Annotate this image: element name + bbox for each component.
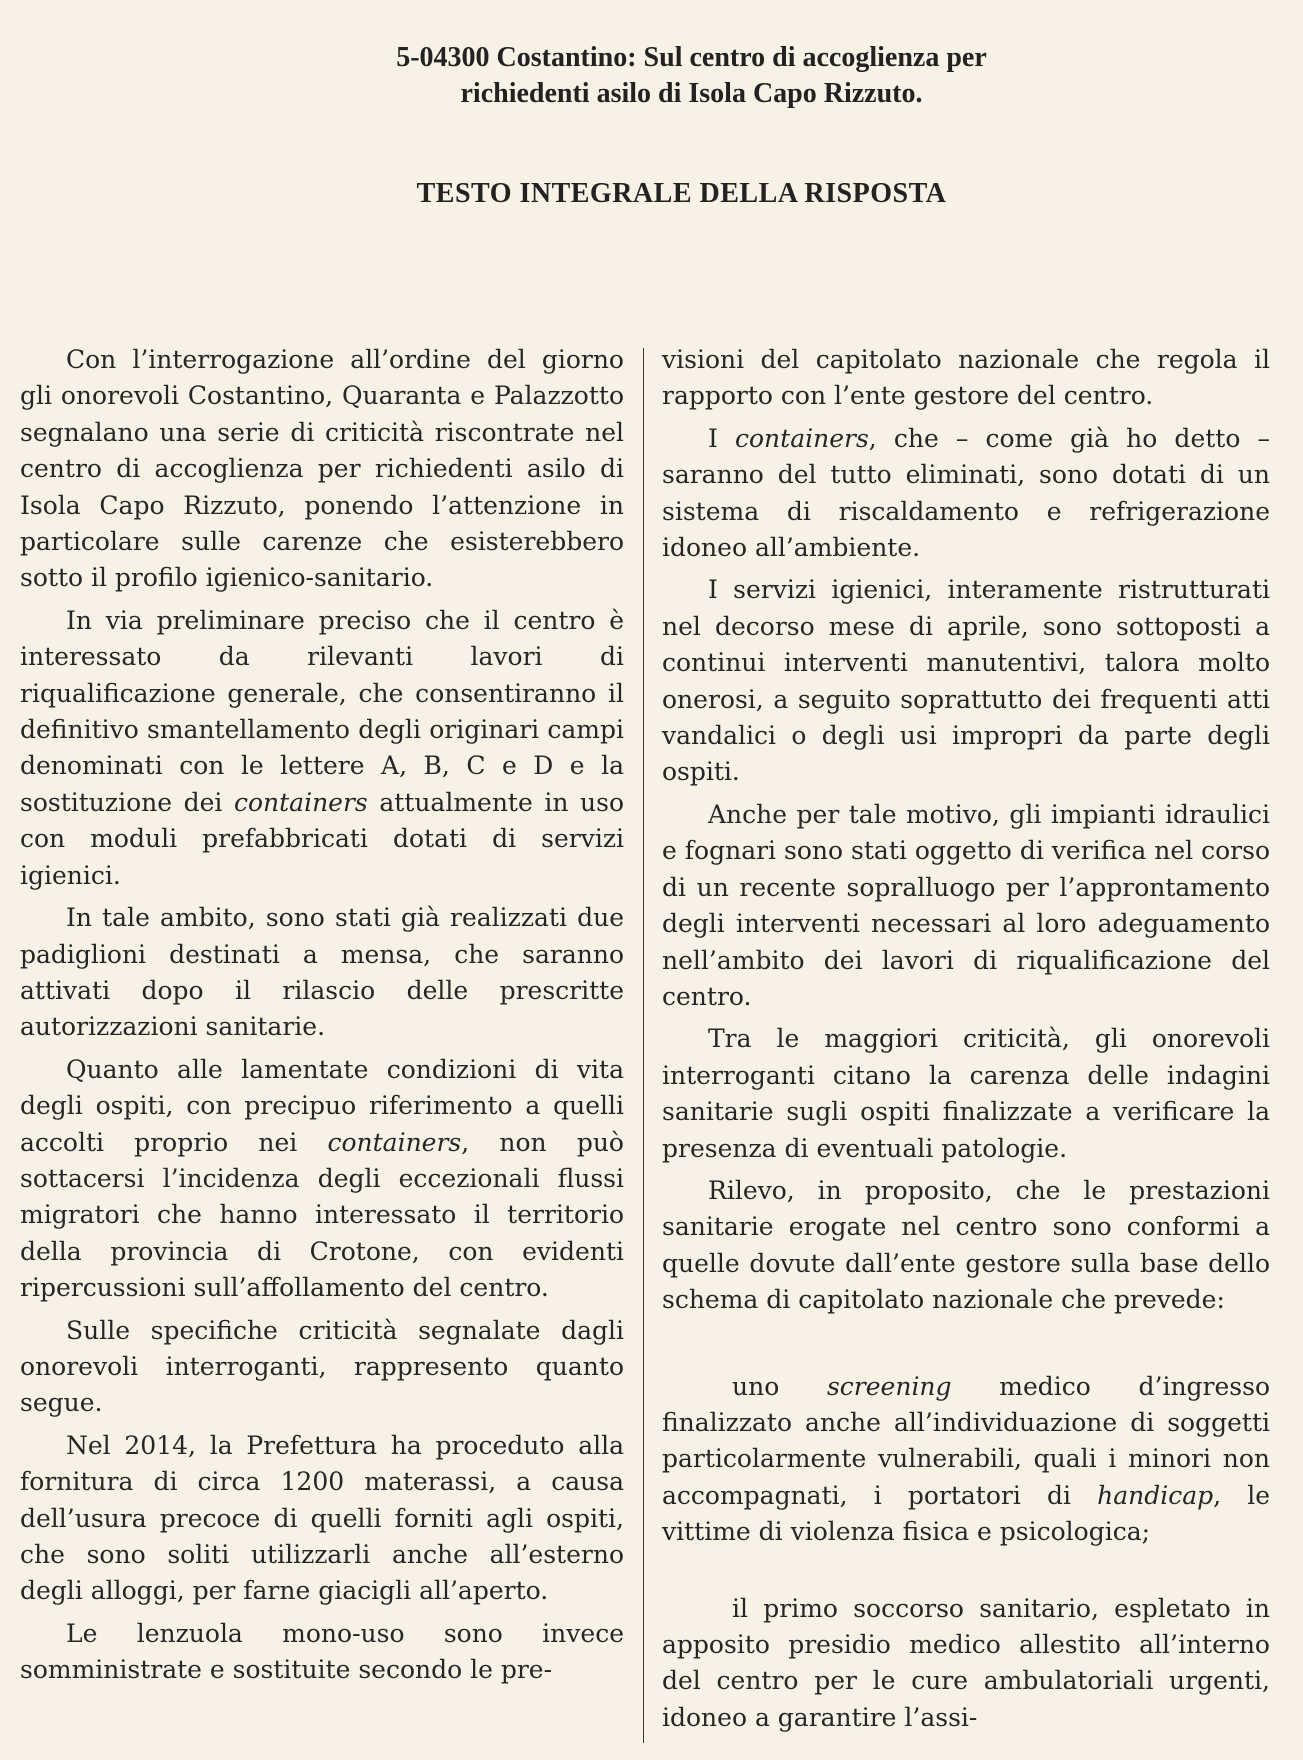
italic-term: containers [327,1127,462,1157]
paragraph: visioni del capitolato nazionale che regola il rapporto con l’ente gestore del centro. [662,345,1270,411]
document-header [0,40,1303,112]
italic-term: handicap [1097,1480,1214,1510]
paragraph: I servizi igienici, interamente ristrutturati nel decorso mese di aprile, sono sottoposti a continui interventi manutentivi, talora molto onerosi, a seguito soprattutto dei frequenti atti vandalici o degli usi impropri da parte degli ospiti. [662,575,1270,787]
title-line-2: richiedenti asilo di Isola Capo Rizzuto. [460,78,923,109]
section-heading: TESTO INTEGRALE DELLA RISPOSTA [416,178,947,209]
paragraph: Le lenzuola mono-uso sono invece somministrate e sostituite secondo le pre- [20,1618,624,1685]
paragraph: Tra le maggiori criticità, gli onorevoli interroganti citano la carenza delle indagini sanitarie sugli ospiti finalizzate a verificare la presenza di eventuali patologie. [662,1024,1270,1163]
paragraph: Quanto alle lamentate condizioni di vita degli ospiti, con precipuo riferimento a quelli accolti proprio nei containers, non può sottacersi l’incidenza degli eccezionali flussi migratori che hanno interessato il territorio della provincia di Crotone, con evidenti ripercussioni sull’affollamento del centro. [20,1054,624,1303]
paragraph: Sulle specifiche criticità segnalate dagli onorevoli interroganti, rappresento quanto segue. [20,1315,624,1418]
list-item: il primo soccorso sanitario, espletato in apposito presidio medico allestito all’interno del centro per le cure ambulatoriali urgenti, idoneo a garantire l’assi- [662,1593,1270,1732]
paragraph: Anche per tale motivo, gli impianti idraulici e fognari sono stati oggetto di verifica nel corso di un recente sopralluogo per l’approntamento degli interventi necessari al loro adeguamento nell’ambito dei lavori di riqualificazione del centro. [662,799,1270,1011]
title-line-1: 5-04300 Costantino: Sul centro di accoglienza per [396,42,987,73]
right-column [662,342,1270,1742]
left-column [20,342,624,1695]
paragraph: In via preliminare preciso che il centro è interessato da rilevanti lavori di riqualificazione generale, che consentiranno il definitivo smantellamento degli originari campi denominati con le lettere A, B, C e D e la sostituzione dei containers attualmente in uso con moduli prefabbricati dotati di servizi igienici. [20,605,624,890]
italic-term: containers [233,787,368,817]
paragraph: Con l’interrogazione all’ordine del giorno gli onorevoli Costantino, Quaranta e Palazzotto segnalano una serie di criticità riscontrate nel centro di accoglienza per richiedenti asilo di Isola Capo Rizzuto, ponendo l’attenzione in particolare sulle carenze che esisterebbero sotto il profilo igienico-sanitario. [20,345,624,593]
paragraph: I containers, che – come già ho detto – saranno del tutto eliminati, sono dotati di un sistema di riscaldamento e refrigerazione idoneo all’ambiente. [662,423,1270,563]
italic-term: containers [735,423,869,453]
paragraph: In tale ambito, sono stati già realizzati due padiglioni destinati a mensa, che saranno attivati dopo il rilascio delle prescritte autorizzazioni sanitarie. [20,903,624,1042]
spacer [662,1325,1270,1369]
spacer [662,1557,1270,1591]
italic-term: screening [826,1371,952,1401]
document-title [0,40,1303,112]
paragraph: Rilevo, in proposito, che le prestazioni sanitarie erogate nel centro sono conformi a quelle dovute dall’ente gestore sulla base dello schema di capitolato nazionale che prevede: [662,1175,1270,1315]
paragraph: Nel 2014, la Prefettura ha proceduto alla fornitura di circa 1200 materassi, a causa dell’usura precoce di quelli forniti agli ospiti, che sono soliti utilizzarli anche all’esterno degli alloggi, per farne giacigli all’aperto. [20,1430,624,1606]
list-item: uno screening medico d’ingresso finalizzato anche all’individuazione di soggetti particolarmente vulnerabili, quali i minori non accompagnati, i portatori di handicap, le vittime di violenza fisica e psicologica; [662,1371,1271,1547]
column-divider [643,348,644,1743]
